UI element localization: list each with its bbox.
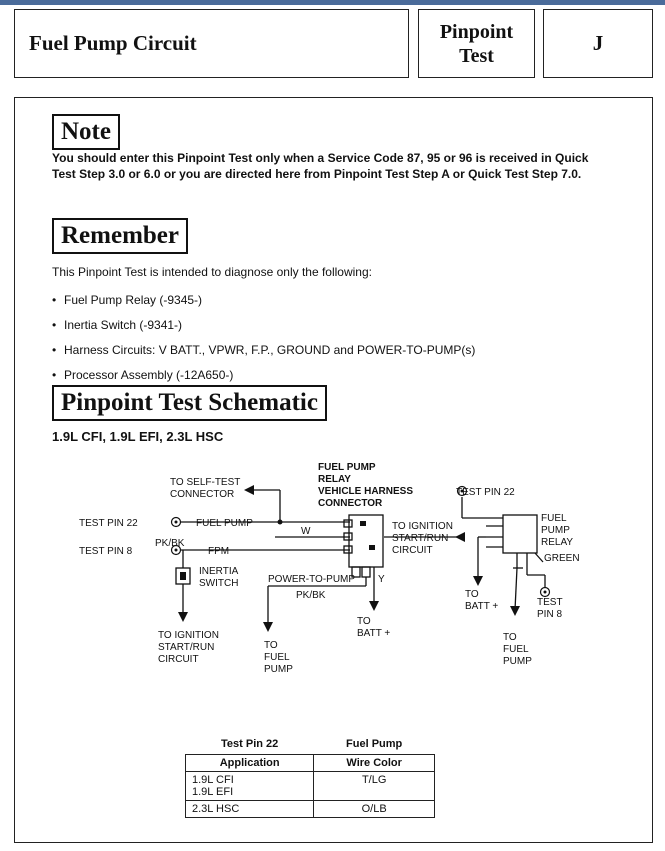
label-test-pin-8: TEST PIN 8 xyxy=(79,546,133,557)
label-to-ign-1: TO IGNITION xyxy=(392,521,453,532)
remember-heading: Remember xyxy=(52,218,188,254)
label-r-pin8-1: TEST xyxy=(537,597,563,608)
caption-fuel-pump: Fuel Pump xyxy=(346,738,403,750)
label-fpm: FPM xyxy=(208,546,230,557)
label-r-pump-3: PUMP xyxy=(503,656,532,667)
label-ign-left-3: CIRCUIT xyxy=(158,654,199,665)
cell-wire-color: T/LG xyxy=(314,772,435,801)
label-r-relay-1: FUEL xyxy=(541,513,567,524)
cell-application xyxy=(186,772,314,801)
note-heading: Note xyxy=(52,114,120,150)
label-r-pump-1: TO xyxy=(503,632,517,643)
note-text: You should enter this Pinpoint Test only when a Service Code 87, 95 or 96 is received in Quick Test Step 3.0 or 6.0 or you are directed here from Pinpoint Test Step A or Quick Test Step 7.0. xyxy=(52,151,589,181)
label-test-pin-22: TEST PIN 22 xyxy=(79,518,138,529)
label-fuel-pump-wire: FUEL PUMP xyxy=(196,518,253,529)
label-to-batt-1: TO xyxy=(357,616,371,627)
label-inertia-1: INERTIA xyxy=(199,566,239,577)
app-line: 2.3L HSC xyxy=(192,803,240,815)
caption-test-pin-22: Test Pin 22 xyxy=(221,738,279,750)
schematic-subtitle: 1.9L CFI, 1.9L EFI, 2.3L HSC xyxy=(52,429,224,444)
cell-application xyxy=(186,801,314,818)
label-relay-1: FUEL PUMP xyxy=(318,462,376,473)
label-to-fuel-pump-3: PUMP xyxy=(264,664,293,675)
label-r-batt-2: BATT + xyxy=(465,601,499,612)
wire-color-table xyxy=(185,736,435,818)
list-item: • Inertia Switch (-9341-) xyxy=(52,318,475,343)
label-relay-3: VEHICLE HARNESS xyxy=(318,486,414,497)
app-line: 1.9L CFI xyxy=(192,774,234,786)
label-r-pump-2: FUEL xyxy=(503,644,529,655)
col-wire-color: Wire Color xyxy=(314,755,435,772)
label-power-to-pump: POWER-TO-PUMP xyxy=(268,574,356,585)
label-r-test-pin-22: TEST PIN 22 xyxy=(456,487,515,498)
label-r-relay-3: RELAY xyxy=(541,537,574,548)
label-w: W xyxy=(301,526,311,537)
label-r-pin8-2: PIN 8 xyxy=(537,609,563,620)
cell-wire-color: O/LB xyxy=(314,801,435,818)
app-line: 1.9L EFI xyxy=(192,786,234,798)
table-row xyxy=(186,801,435,818)
remember-intro: This Pinpoint Test is intended to diagnose only the following: xyxy=(52,265,372,279)
label-to-self-test-1: TO SELF-TEST xyxy=(170,477,241,488)
label-pkbk: PK/BK xyxy=(155,538,185,549)
label-to-batt-2: BATT + xyxy=(357,628,391,639)
pinpoint-line-1: Pinpoint xyxy=(439,20,514,43)
label-ign-left-1: TO IGNITION xyxy=(158,630,219,641)
label-to-ign-2: START/RUN xyxy=(392,533,449,544)
label-ign-left-2: START/RUN xyxy=(158,642,215,653)
col-application: Application xyxy=(186,755,314,772)
list-item: • Fuel Pump Relay (-9345-) xyxy=(52,293,475,318)
label-relay-4: CONNECTOR xyxy=(318,498,383,509)
test-letter-text: J xyxy=(592,31,604,55)
schematic-heading: Pinpoint Test Schematic xyxy=(52,385,327,421)
label-r-relay-2: PUMP xyxy=(541,525,570,536)
label-to-self-test-2: CONNECTOR xyxy=(170,489,235,500)
label-to-fuel-pump-2: FUEL xyxy=(264,652,290,663)
page-title-text: Fuel Pump Circuit xyxy=(29,31,197,55)
label-relay-2: RELAY xyxy=(318,474,351,485)
label-pkbk-2: PK/BK xyxy=(296,590,326,601)
label-inertia-2: SWITCH xyxy=(199,578,239,589)
label-y: Y xyxy=(378,574,385,585)
pinpoint-line-2: Test xyxy=(459,44,494,67)
label-to-ign-3: CIRCUIT xyxy=(392,545,433,556)
list-item: • Processor Assembly (-12A650-) xyxy=(52,368,475,393)
label-green: GREEN xyxy=(544,553,580,564)
label-r-batt-1: TO xyxy=(465,589,479,600)
label-to-fuel-pump-1: TO xyxy=(264,640,278,651)
table-row xyxy=(186,772,435,801)
list-item: • Harness Circuits: V BATT., VPWR, F.P., GROUND and POWER-TO-PUMP(s) xyxy=(52,343,475,368)
